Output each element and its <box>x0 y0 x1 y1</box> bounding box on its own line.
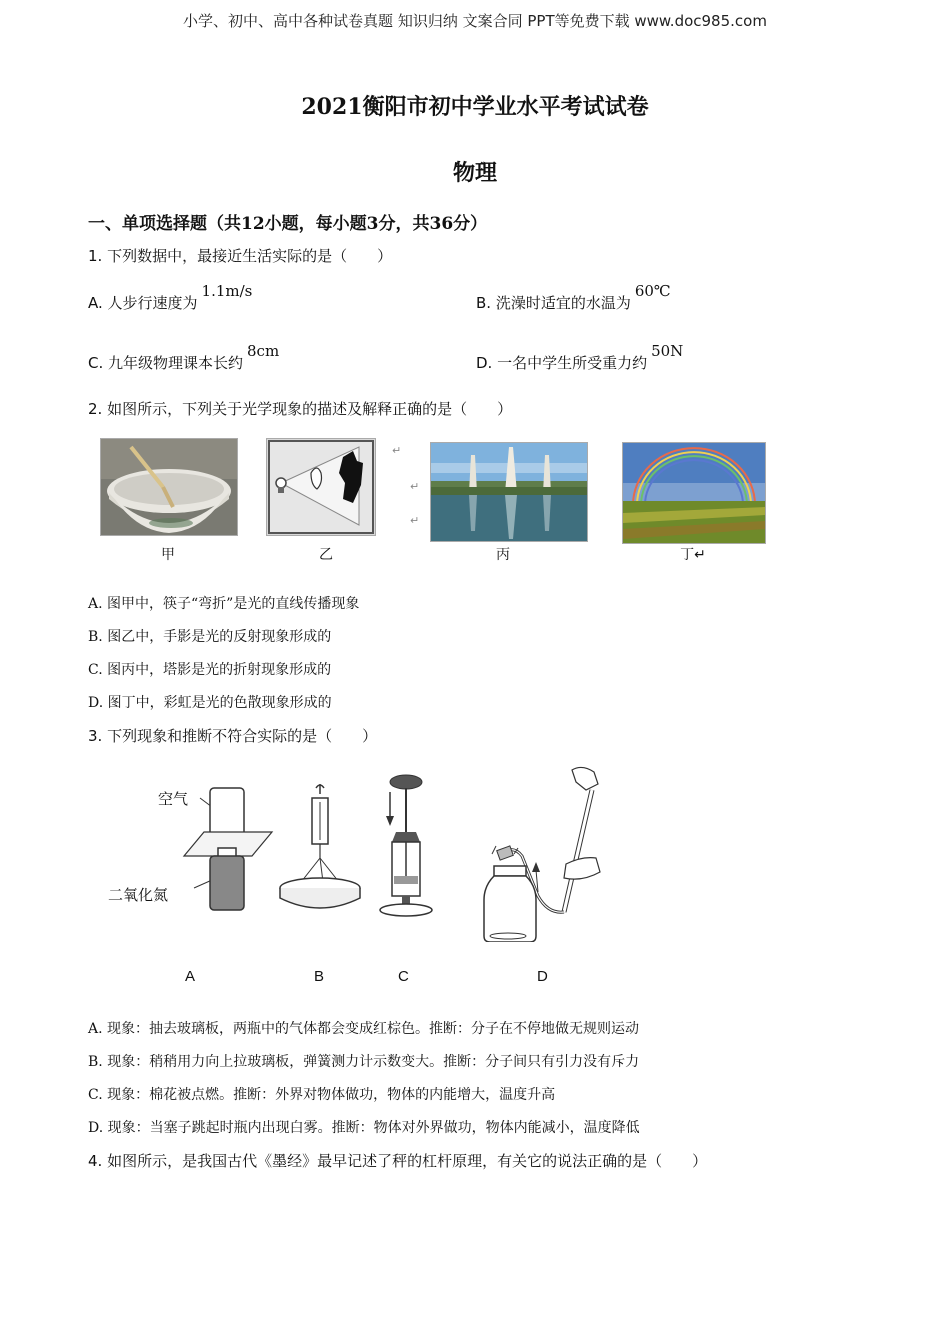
return-mark-icon: ↵ <box>410 514 420 527</box>
caption-b: B <box>314 968 325 985</box>
exam-title: 2021衡阳市初中学业水平考试试卷 <box>301 94 649 120</box>
figure-b-spring-scale <box>272 780 372 920</box>
q3-option-a: A. 现象：抽去玻璃板，两瓶中的气体都会变成红棕色。推断：分子在不停地做无规则运动 <box>88 1021 640 1037</box>
q2-option-d: D. 图丁中，彩虹是光的色散现象形成的 <box>88 695 332 711</box>
figure-d-bottle-pump <box>480 762 610 942</box>
q2-option-b: B. 图乙中，手影是光的反射现象形成的 <box>88 629 332 645</box>
figure-jia-chopstick-bowl <box>100 438 238 536</box>
q3-option-d: D. 现象：当塞子跳起时瓶内出现白雾。推断：物体对外界做功，物体内能减小，温度降低 <box>88 1120 640 1136</box>
q3-option-c: C. 现象：棉花被点燃。推断：外界对物体做功，物体的内能增大，温度升高 <box>88 1087 556 1103</box>
q1-option-b-value: 60℃ <box>634 282 671 300</box>
q3-option-b: B. 现象：稍稍用力向上拉玻璃板，弹簧测力计示数变大。推断：分子间只有引力没有斥力 <box>88 1054 640 1070</box>
caption-jia: 甲 <box>161 547 175 563</box>
question-1-stem: 1. 下列数据中，最接近生活实际的是（ ） <box>88 247 393 265</box>
figure-ding-rainbow <box>622 442 766 544</box>
caption-d: D <box>537 968 548 985</box>
q1-option-c-label: C. 九年级物理课本长约 <box>88 354 244 372</box>
label-air: 空气 <box>158 791 189 808</box>
q1-option-a-value: 1.1m/s <box>201 282 253 300</box>
caption-a: A <box>185 968 196 985</box>
q2-option-a: A. 图甲中，筷子“弯折”是光的直线传播现象 <box>88 596 360 612</box>
q1-option-b <box>476 282 671 313</box>
q1-option-a-label: A. 人步行速度为 <box>88 294 198 312</box>
figure-yi-hand-shadow <box>266 438 376 536</box>
section-heading: 一、单项选择题（共12小题，每小题3分，共36分） <box>88 214 488 234</box>
question-2-stem: 2. 如图所示，下列关于光学现象的描述及解释正确的是（ ） <box>88 400 513 418</box>
q1-option-a <box>88 282 253 313</box>
figure-bing-pagoda-reflection <box>430 442 588 542</box>
caption-bing: 丙 <box>496 547 510 563</box>
site-header: 小学、初中、高中各种试卷真题 知识归纳 文案合同 PPT等免费下载 www.doc985.com <box>183 12 767 30</box>
q1-option-d <box>476 342 684 373</box>
q1-option-b-label: B. 洗澡时适宜的水温为 <box>476 294 631 312</box>
q1-option-c <box>88 342 280 373</box>
caption-yi: 乙 <box>319 547 333 563</box>
subject-title: 物理 <box>452 160 497 186</box>
caption-ding: 丁↵ <box>680 547 706 563</box>
question-3-stem: 3. 下列现象和推断不符合实际的是（ ） <box>88 727 378 745</box>
figure-c-compression-cylinder <box>372 772 442 922</box>
caption-c: C <box>398 968 409 985</box>
return-mark-icon: ↵ <box>410 480 420 493</box>
question-4-stem: 4. 如图所示，是我国古代《墨经》最早记述了秤的杠杆原理，有关它的说法正确的是（ ） <box>88 1152 708 1170</box>
return-mark-icon: ↵ <box>392 444 402 457</box>
q1-option-d-value: 50N <box>651 342 684 360</box>
q1-option-d-label: D. 一名中学生所受重力约 <box>476 354 648 372</box>
q1-option-c-value: 8cm <box>247 342 280 360</box>
label-nitrogen-dioxide: 二氧化氮 <box>108 887 169 904</box>
q2-option-c: C. 图丙中，塔影是光的折射现象形成的 <box>88 662 332 678</box>
